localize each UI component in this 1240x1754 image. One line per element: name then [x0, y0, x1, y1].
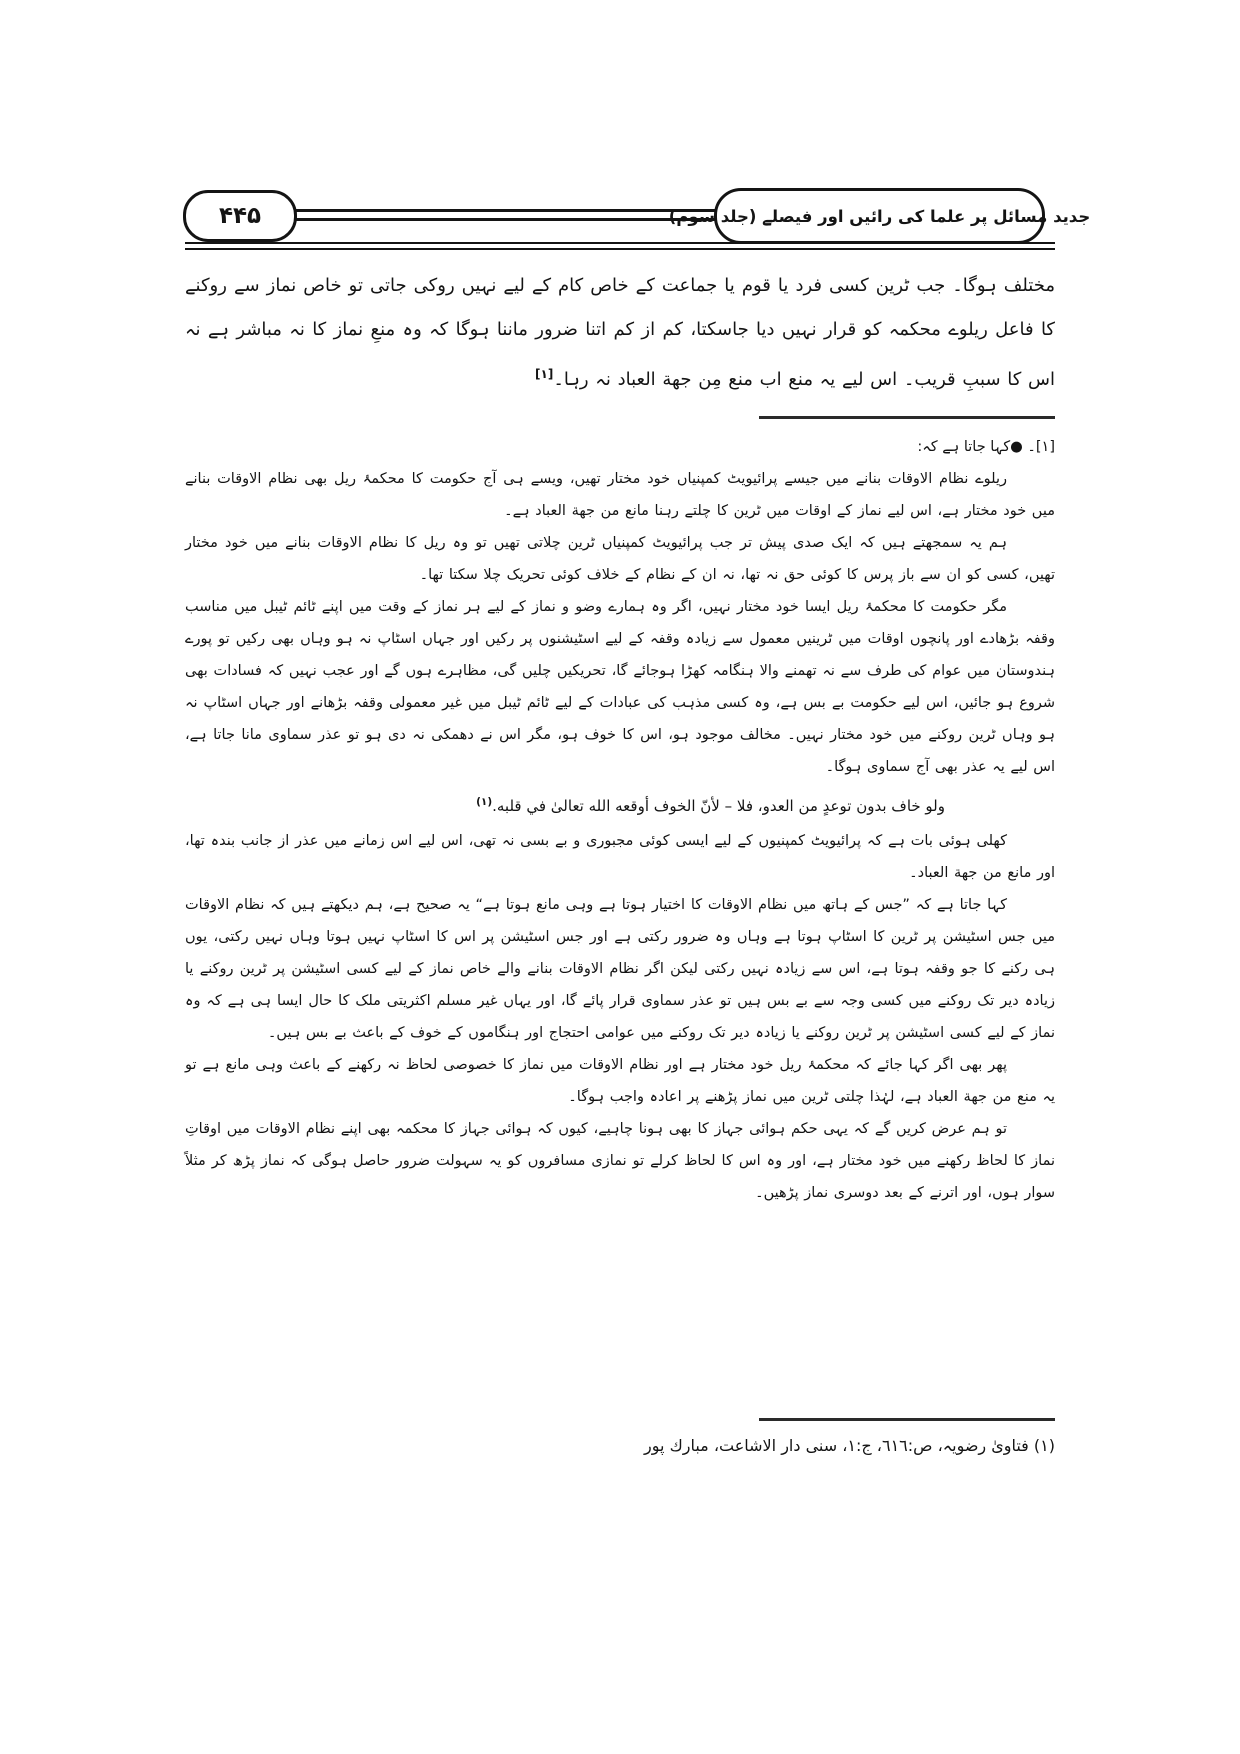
footnote-paragraph: تو ہم عرض کریں گے کہ یہی حکم ہوائی جہاز کا بھی ہونا چاہیے، کیوں کہ ہوائی جہاز کا محکمہ بھی اپنے نظام الاوقات میں اوقاتِ نماز کا لحاظ رکھنے میں خود مختار ہے، اور وہ اس کا لحاظ کرلے تو نمازی مسافروں کو یہ سہولت ضرور حاصل ہوگی کہ نماز پڑھ کر مثلاً سوار ہوں، اور اترنے کے بعد دوسری نماز پڑھیں۔ [185, 1121, 1055, 1201]
arabic-quote [185, 785, 1055, 823]
footnote-divider [759, 416, 1055, 419]
main-paragraph [185, 264, 1055, 402]
reference-section [185, 1418, 1055, 1461]
main-paragraph-text: مختلف ہوگا۔ جب ٹرین کسی فرد یا قوم یا جماعت کے خاص کام کے لیے نہیں روکی جاتی تو خاص نماز سے روکنے کا فاعل ریلوے محکمہ کو قرار نہیں دیا جاسکتا، کم از کم اتنا ضرور ماننا ہوگا کہ وہ منعِ نماز کا نہ مباشر ہے نہ اس کا سببِ قریب۔ اس لیے یہ منع اب منع مِن جهة العباد نہ رہا۔ [185, 275, 1055, 390]
quote-ref-marker: (۱) [476, 796, 493, 808]
main-text-block [185, 264, 1055, 402]
footnote-paragraph: ہم یہ سمجھتے ہیں کہ ایک صدی پیش تر جب پرائیویٹ کمپنیاں ٹرین چلاتی تھیں تو وہ ریل کا نظام الاوقات بنانے میں خود مختار تھیں، کسی کو ان سے باز پرس کا کوئی حق نہ تھا، نہ ان کے نظام کے خلاف کوئی تحریک چلا سکتا تھا۔ [185, 535, 1055, 583]
arabic-quote-text: ولو خاف بدون توعدٍ من العدو، فلا – لأنّ الخوف أوقعه الله تعالیٰ في قلبه. [492, 797, 945, 815]
reference-text: (۱) فتاویٰ رضویہ، ص:٦١٦، ج:١، سنی دار الاشاعت، مبارك پور [644, 1436, 1055, 1455]
book-title-badge [668, 188, 1091, 244]
page-number: ۴۴۵ [218, 203, 262, 229]
book-title: جدید مسائل پر علما کی رائیں اور فیصلے (جلد سوم) [668, 206, 1091, 226]
footnote-marker: [۱]۔ ●کہا جاتا ہے کہ: [917, 439, 1055, 455]
reference-divider [759, 1418, 1055, 1421]
footnote-paragraph: پھر بھی اگر کہا جائے کہ محکمۂ ریل خود مختار ہے اور نظام الاوقات میں نماز کا خصوصی لحاظ نہ رکھنے کے باعث وہی مانع ہے تو یہ منع من جهة العباد ہے، لہٰذا چلتی ٹرین میں نماز پڑھنے پر اعادہ واجب ہوگا۔ [185, 1057, 1055, 1105]
page-header [185, 186, 1091, 240]
page-number-badge [183, 190, 297, 242]
footnote-paragraph: کھلی ہوئی بات ہے کہ پرائیویٹ کمپنیوں کے لیے ایسی کوئی مجبوری و بے بسی نہ تھی، اس لیے اس زمانے میں عذر از جانب بندہ تھا، اور مانع من جهة العباد۔ [185, 833, 1055, 881]
footnote-paragraph: مگر حکومت کا محکمۂ ریل ایسا خود مختار نہیں، اگر وہ ہمارے وضو و نماز کے لیے ہر نماز کے وقت میں اپنے ٹائم ٹیبل میں مناسب وقفہ بڑھادے اور پانچوں اوقات میں ٹرینیں معمول سے زیادہ وقفہ کے لیے اسٹیشنوں پر رکیں اور جہاں اسٹاپ نہ ہو وہاں بھی رکیں تو پورے ہندوستان میں عوام کی طرف سے نہ تھمنے والا ہنگامہ کھڑا ہوجائے گا، تحریکیں چلیں گی، مظاہرے ہوں گے اور عجب نہیں کہ فسادات بھی شروع ہو جائیں، اس لیے حکومت بے بس ہے، وہ کسی مذہب کی عبادات کے لیے ٹائم ٹیبل میں غیر معمولی وقفہ بڑھانے اور جہاں اسٹاپ نہ ہو وہاں ٹرین روکنے میں خود مختار نہیں۔ مخالف موجود ہو، اس کا خوف ہو، مگر اس نے دھمکی نہ دی ہو تو عذر سماوی مانا جاتا ہے، اس لیے یہ عذر بھی آج سماوی ہوگا۔ [185, 599, 1055, 775]
footnote-ref-marker: [۱] [535, 367, 554, 381]
header-connector-line [291, 209, 725, 221]
footnote-paragraph: ریلوے نظام الاوقات بنانے میں جیسے پرائیویٹ کمپنیاں خود مختار تھیں، ویسے ہی آج حکومت کا محکمۂ ریل بھی نظام الاوقات بنانے میں خود مختار ہے، اس لیے نماز کے اوقات میں ٹرین کا چلتے رہنا مانع من جهة العباد ہے۔ [185, 471, 1055, 519]
footnote-paragraph: کہا جاتا ہے کہ ”جس کے ہاتھ میں نظام الاوقات کا اختیار ہوتا ہے وہی مانع ہوتا ہے“ یہ صحیح ہے، ہم دیکھتے ہیں کہ نظام الاوقات میں جس اسٹیشن پر ٹرین کا اسٹاپ ہوتا ہے وہاں وہ ضرور رکتی ہے اور جس اسٹیشن پر اس کا اسٹاپ نہیں ہوتا وہاں نہیں رکتی، یوں ہی رکنے کا جو وقفہ ہوتا ہے، اس سے زیادہ نہیں رکتی لیکن اگر نظام الاوقات بنانے والے خاص نماز کے لیے کسی اسٹیشن پر ٹرین روکنے یا زیادہ دیر تک روکنے میں کسی وجہ سے بے بس ہیں تو عذر سماوی قرار پائے گا، اور یہاں غیر مسلم اکثریتی ملک کا حال ایسا ہی ہے کہ وہ نماز کے لیے کسی اسٹیشن پر ٹرین روکنے یا زیادہ دیر تک روکنے میں عوامی احتجاج اور ہنگاموں کے خوف کے باعث بے بس ہیں۔ [185, 897, 1055, 1041]
page-content [185, 186, 1091, 1209]
footnote-section [185, 431, 1055, 1209]
